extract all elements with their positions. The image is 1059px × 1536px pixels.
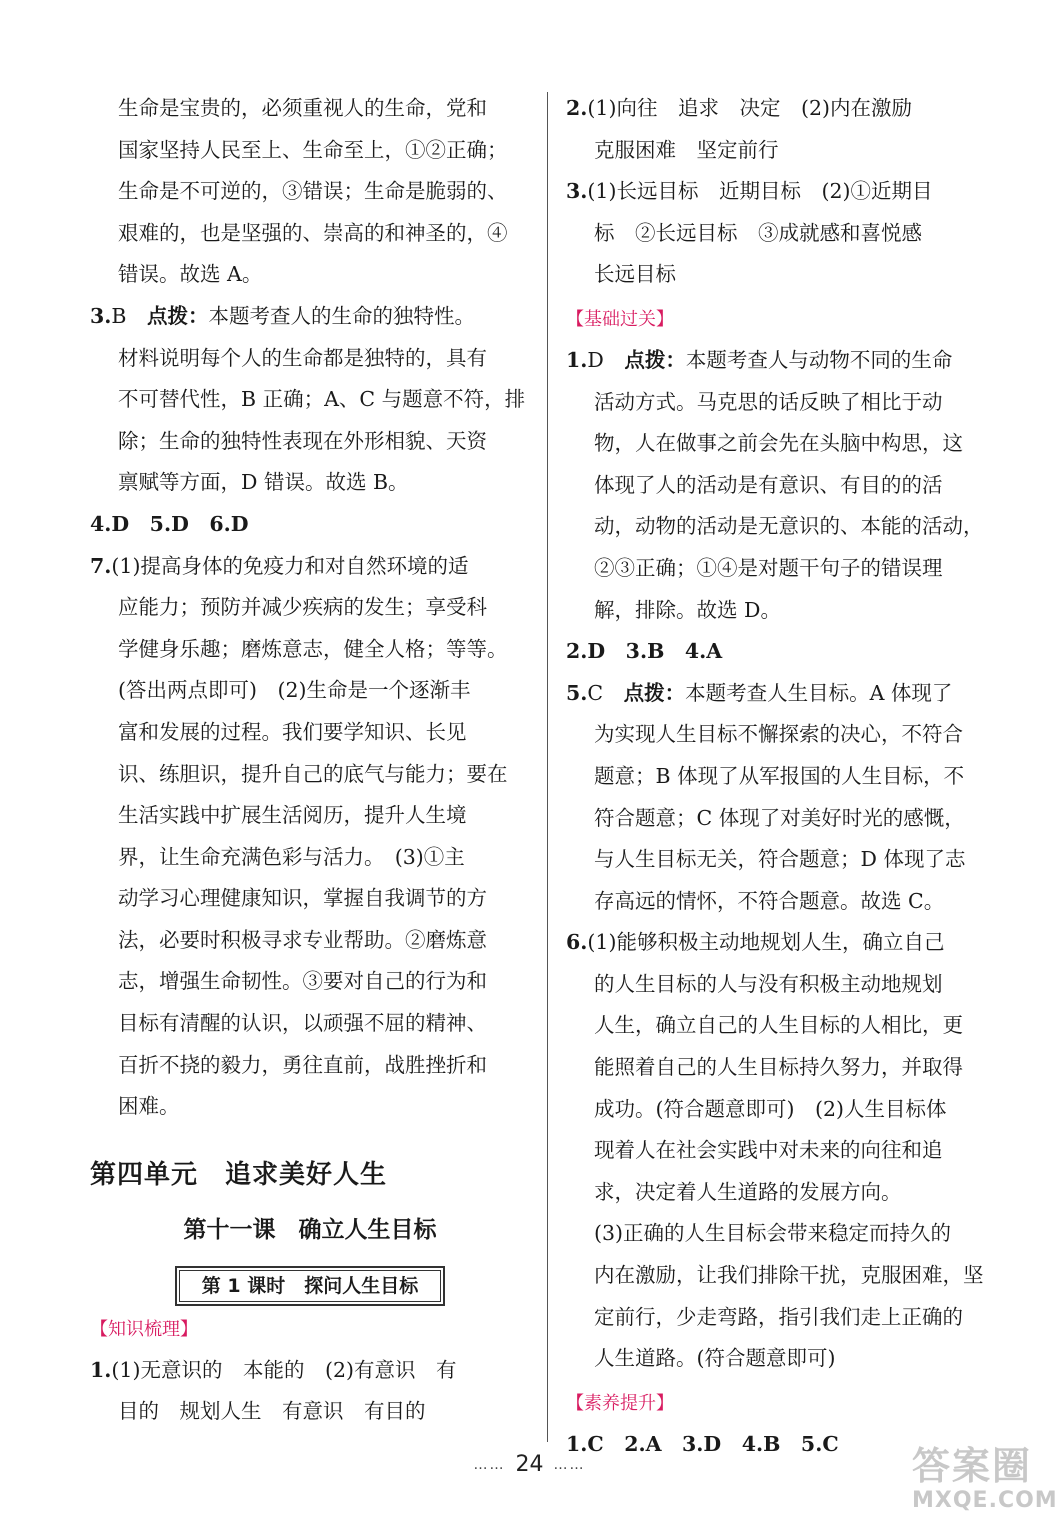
text-line: 识、练胆识，提升自己的底气与能力；要在 <box>118 761 508 786</box>
item-text: (1)能够积极主动地规划人生，确立自己 <box>587 930 945 955</box>
text-line: 动，动物的活动是无意识的、本能的活动， <box>594 514 984 539</box>
left-column <box>90 88 530 1433</box>
watermark-logo <box>912 1444 1058 1528</box>
basic-item-6 <box>566 922 1006 1380</box>
item-text: (1)长远目标 近期目标 (2)①近期目 <box>587 179 933 204</box>
item-text: (1)提高身体的免疫力和对自然环境的适 <box>111 553 469 578</box>
watermark-logo-text: 答案圈 <box>912 1444 1033 1488</box>
section-tag-basic: 【基础过关】 <box>566 308 674 330</box>
basic-item-1 <box>566 340 1006 631</box>
text-line: 符合题意；C 体现了对美好时光的感慨， <box>594 805 965 830</box>
text-line: 定前行，少走弯路，指引我们走上正确的 <box>594 1304 963 1329</box>
text-line: 克服困难 坚定前行 <box>594 137 779 162</box>
basic-items-2-4 <box>566 631 1006 673</box>
text-line: 内在激励，让我们排除干扰，克服困难，坚 <box>594 1263 984 1288</box>
text-line: 界，让生命充满色彩与活力。 (3)①主 <box>118 844 465 869</box>
page-footer <box>0 1452 1059 1477</box>
item-continuation <box>566 382 1006 632</box>
item-text: 本题考查人生目标。A 体现了 <box>685 680 953 705</box>
section-tag-knowledge: 【知识梳理】 <box>90 1318 198 1340</box>
item-continuation <box>90 1391 530 1433</box>
answer-line: 2.D 3.B 4.A <box>566 639 723 664</box>
text-line: 解，排除。故选 D。 <box>594 597 781 622</box>
item-text: 本题考查人与动物不同的生命 <box>685 347 953 372</box>
text-line: 国家坚持人民至上、生命至上，①②正确； <box>118 137 508 162</box>
basic-item-5 <box>566 673 1006 923</box>
item-answer: B <box>111 303 127 328</box>
answer-item-3 <box>90 296 530 504</box>
item-number: 6. <box>566 930 588 955</box>
item-number: 3. <box>566 179 588 204</box>
text-line: 的人生目标的人与没有积极主动地规划 <box>594 971 943 996</box>
item-continuation <box>90 587 530 1128</box>
text-line: 应能力；预防并减少疾病的发生；享受科 <box>118 595 487 620</box>
item-number: 7. <box>90 553 112 578</box>
text-line: 标 ②长远目标 ③成就感和喜悦感 <box>594 220 922 245</box>
answer-item-7 <box>90 546 530 1128</box>
item-answer: C <box>587 680 604 705</box>
text-line: 体现了人的活动是有意识、有目的的活 <box>594 472 943 497</box>
text-line: 志，增强生命韧性。③要对自己的行为和 <box>118 969 487 994</box>
text-line: 题意；B 体现了从军报国的人生目标，不 <box>594 763 965 788</box>
text-line: 成功。(符合题意即可) (2)人生目标体 <box>594 1096 947 1121</box>
text-line: (答出两点即可) (2)生命是一个逐渐丰 <box>118 678 471 703</box>
text-line: 错误。故选 A。 <box>118 262 263 287</box>
item-continuation <box>566 213 1006 296</box>
item-text: (1)向往 追求 决定 (2)内在激励 <box>587 96 912 120</box>
text-line: 长远目标 <box>594 262 676 287</box>
lesson-title: 第十一课 确立人生目标 <box>183 1216 437 1243</box>
text-line: 存高远的情怀，不符合题意。故选 C。 <box>594 888 945 913</box>
item-text: 本题考查人的生命的独特性。 <box>208 303 475 328</box>
item-continuation <box>566 714 1006 922</box>
text-line: 困难。 <box>118 1094 180 1119</box>
section-tag-quality: 【素养提升】 <box>566 1392 674 1414</box>
footer-dots-left: …… <box>473 1457 506 1473</box>
watermark-site-text: MXQE.COM <box>912 1488 1058 1513</box>
text-line: ②③正确；①④是对题干句子的错误理 <box>594 555 943 580</box>
text-line: 为实现人生目标不懈探索的决心，不符合 <box>594 722 963 747</box>
item-number: 5. <box>566 680 588 705</box>
text-line: 动学习心理健康知识，掌握自我调节的方 <box>118 886 487 911</box>
item-number: 1. <box>90 1357 112 1382</box>
text-line: 除；生命的独特性表现在外形相貌、天资 <box>118 428 487 453</box>
text-line: 生活实践中扩展生活阅历，提升人生境 <box>118 803 467 828</box>
text-line: 材料说明每个人的生命都是独特的，具有 <box>118 345 487 370</box>
text-line: 现着人在社会实践中对未来的向往和追 <box>594 1138 943 1163</box>
text-line: 百折不挠的毅力，勇往直前，战胜挫折和 <box>118 1052 487 1077</box>
item-continuation <box>566 964 1006 1380</box>
item-text: (1)无意识的 本能的 (2)有意识 有 <box>111 1357 457 1382</box>
text-line: 能照着自己的人生目标持久努力，并取得 <box>594 1055 963 1080</box>
text-line: 人生，确立自己的人生目标的人相比，更 <box>594 1013 963 1038</box>
knowledge-item-2 <box>566 88 1006 171</box>
text-line: 法，必要时积极寻求专业帮助。②磨炼意 <box>118 927 487 952</box>
period-title: 第 1 课时 探问人生目标 <box>179 1270 441 1302</box>
item-continuation <box>566 130 1006 172</box>
period-title-box <box>175 1266 445 1306</box>
text-line: 富和发展的过程。我们要学知识、长见 <box>118 719 467 744</box>
text-line: 艰难的，也是坚强的、崇高的和神圣的，④ <box>118 220 508 245</box>
item-number: 1. <box>566 347 588 372</box>
answer-items-4-6 <box>90 504 530 546</box>
item-continuation <box>90 338 530 504</box>
item-number: 3. <box>90 303 112 328</box>
text-line: 生命是不可逆的，③错误；生命是脆弱的、 <box>118 179 508 204</box>
text-line: 目的 规划人生 有意识 有目的 <box>118 1399 426 1424</box>
knowledge-item-3 <box>566 171 1006 296</box>
page-number: 24 <box>515 1452 544 1477</box>
text-line: (3)正确的人生目标会带来稳定而持久的 <box>594 1221 952 1246</box>
text-line: 人生道路。(符合题意即可) <box>594 1346 836 1371</box>
hint-label: 点拨： <box>146 303 209 328</box>
column-divider <box>547 92 548 1442</box>
knowledge-item-1 <box>90 1350 530 1433</box>
footer-dots-right: …… <box>553 1457 586 1473</box>
text-line: 生命是宝贵的，必须重视人的生命，党和 <box>118 96 487 120</box>
text-line: 学健身乐趣；磨炼意志，健全人格；等等。 <box>118 636 508 661</box>
text-line: 禀赋等方面，D 错误。故选 B。 <box>118 470 409 495</box>
answer-continuation <box>90 88 530 296</box>
item-answer: D <box>587 347 604 372</box>
text-line: 与人生目标无关，符合题意；D 体现了志 <box>594 847 966 872</box>
text-line: 不可替代性，B 正确；A、C 与题意不符，排 <box>118 387 526 412</box>
text-line: 目标有清醒的认识，以顽强不屈的精神、 <box>118 1011 487 1036</box>
text-line: 物，人在做事之前会先在头脑中构思，这 <box>594 431 963 456</box>
answer-line: 1.C 2.A 3.D 4.B 5.C <box>566 1431 839 1456</box>
text-line: 活动方式。马克思的话反映了相比于动 <box>594 389 943 414</box>
text-line: 求，决定着人生道路的发展方向。 <box>594 1179 902 1204</box>
unit-title: 第四单元 追求美好人生 <box>90 1159 388 1190</box>
hint-label: 点拨： <box>623 680 686 705</box>
right-column <box>566 88 1006 1465</box>
item-number: 2. <box>566 96 588 120</box>
answer-line: 4.D 5.D 6.D <box>90 511 249 536</box>
hint-label: 点拨： <box>624 347 686 372</box>
